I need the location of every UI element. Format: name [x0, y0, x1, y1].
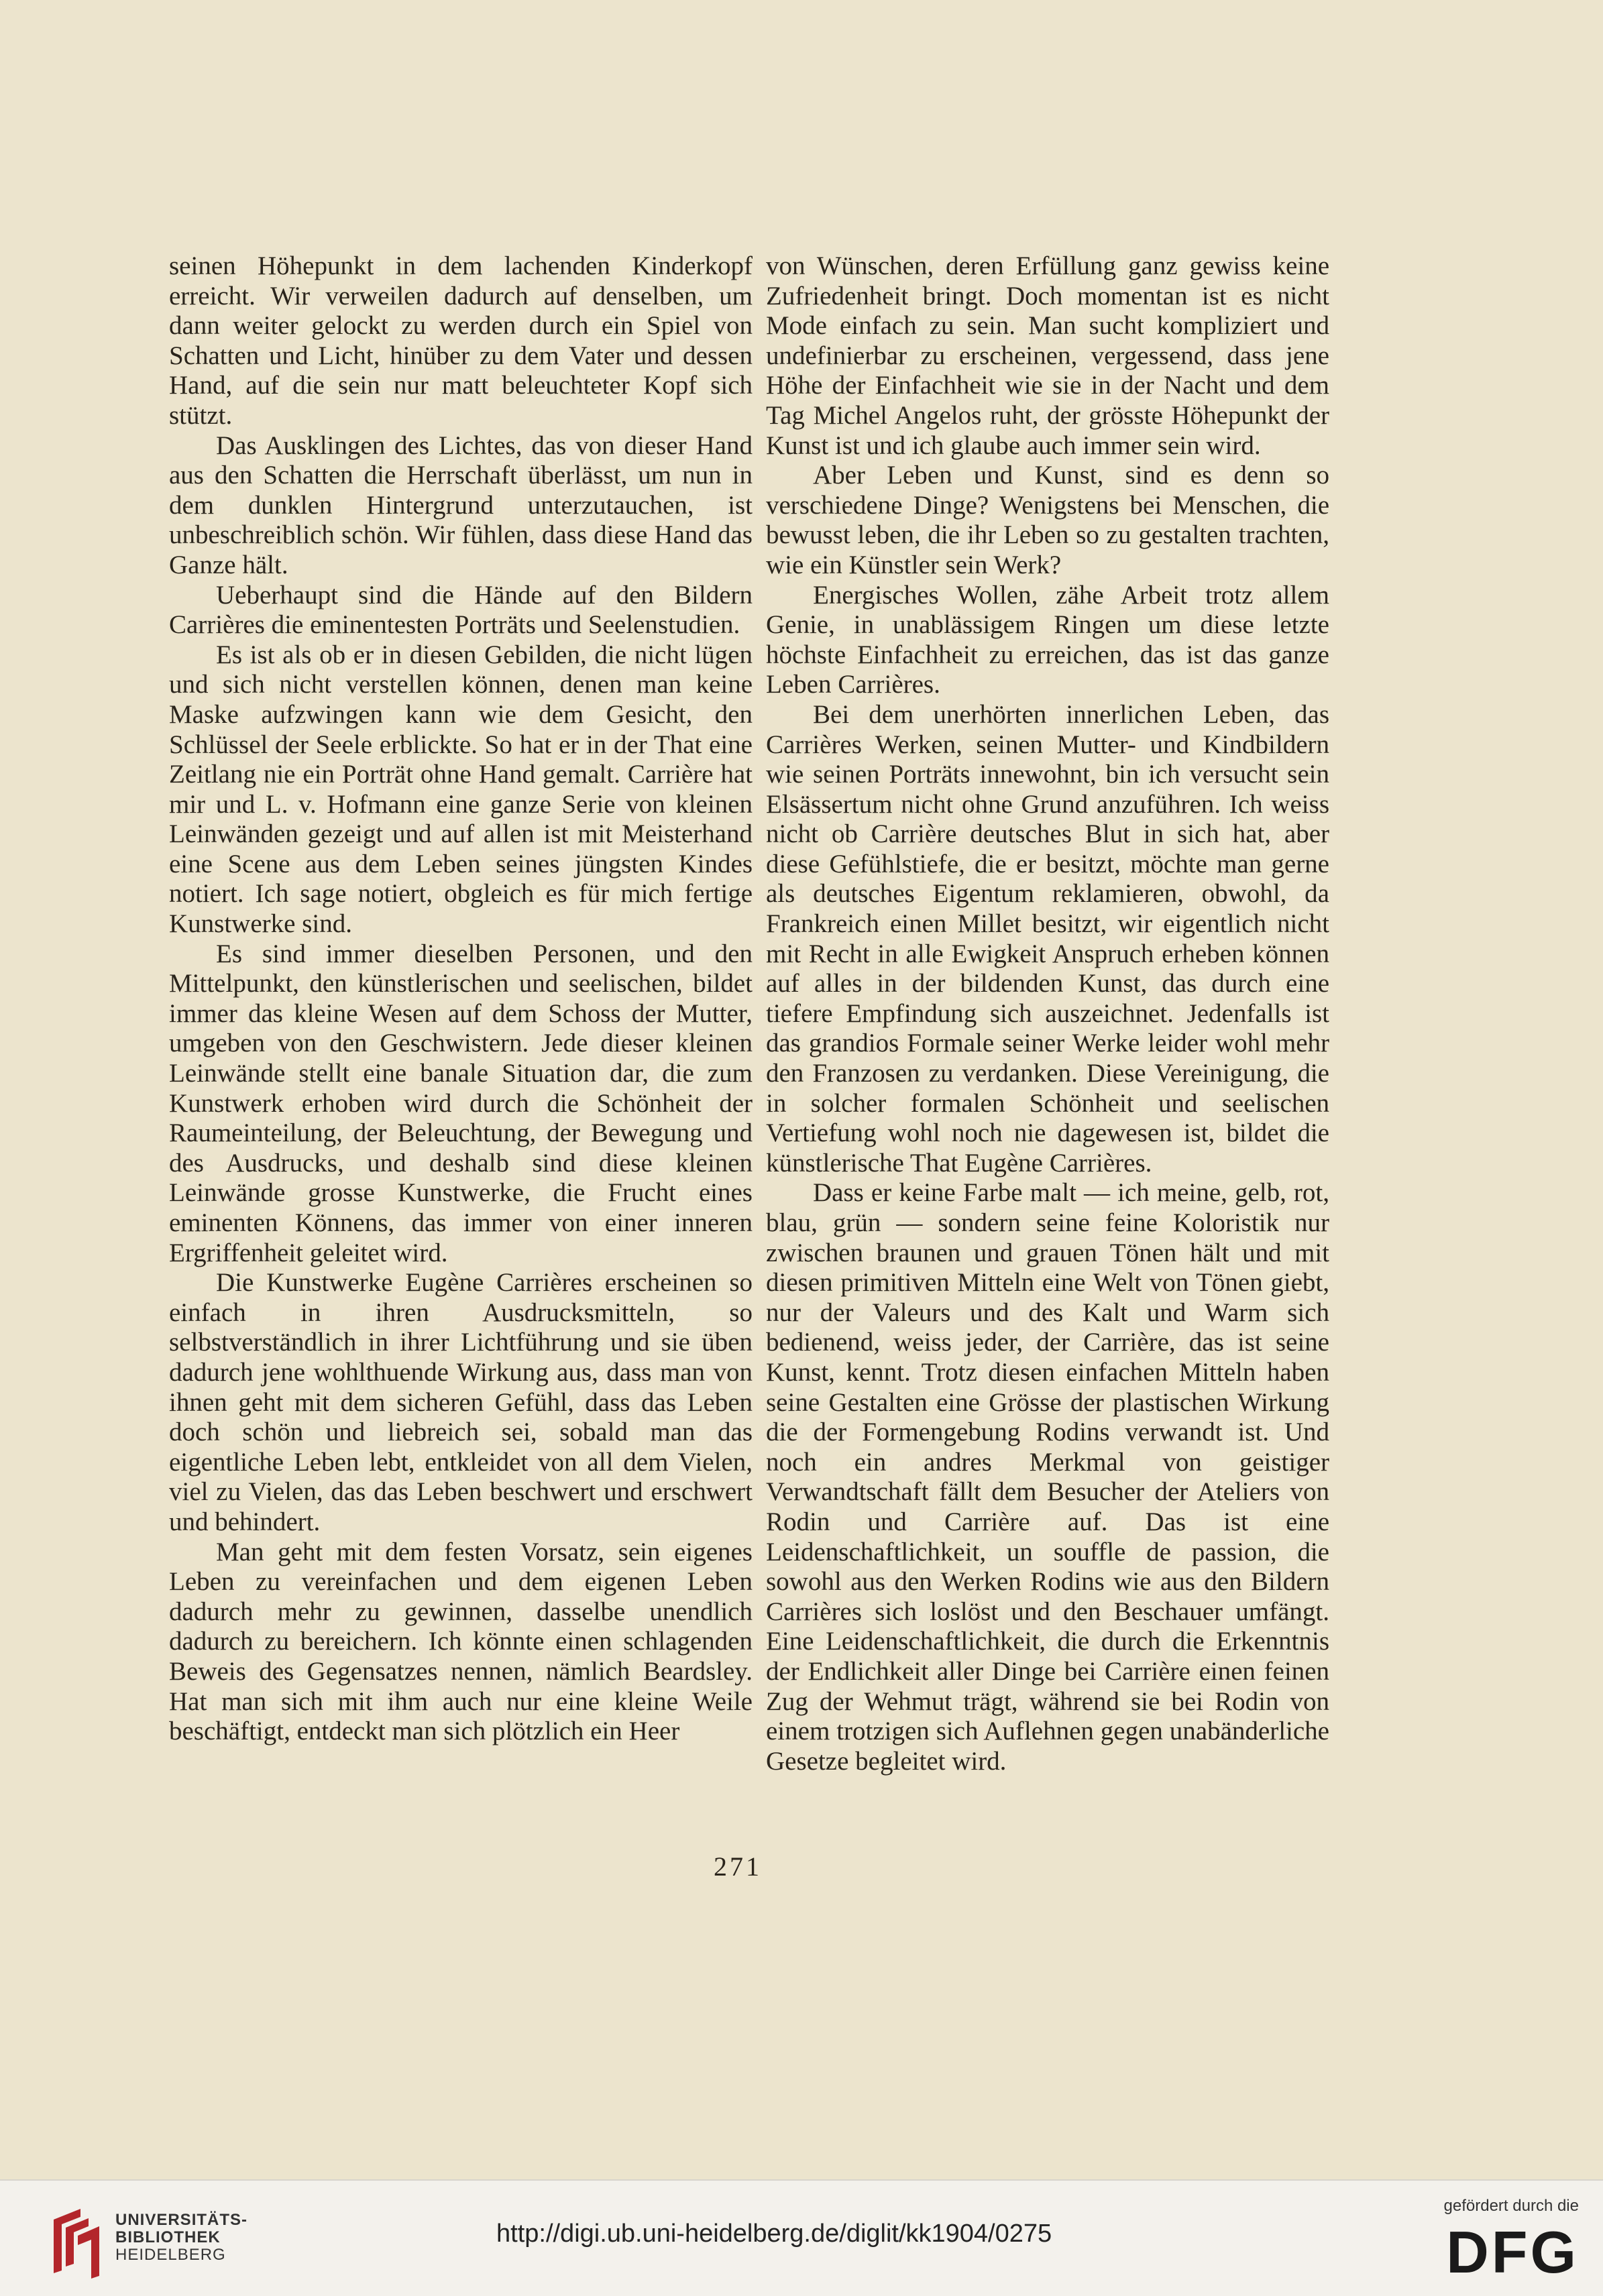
paragraph: Energisches Wollen, zähe Arbeit trotz allem Genie, in unablässigem Ringen um diese letzte höchste Einfachheit zu erreichen, das ist das ganze Leben Carrières.: [766, 580, 1329, 699]
paragraph: Bei dem unerhörten innerlichen Leben, das Carrières Werken, seinen Mutter- und Kindbildern wie seinen Porträts innewohnt, bin ich versucht sein Elsässertum nicht ohne Grund anzuführen. Ich weiss nicht ob Carrière deutsches Blut in sich hat, aber diese Gefühlstiefe, die er besitzt, möchte man gerne als deutsches Eigentum reklamieren, obwohl, da Frankreich einen Millet besitzt, wir eigentlich nicht mit Recht in alle Ewigkeit Anspruch erheben können auf alles in der bildenden Kunst, das durch eine tiefere Empfindung sich auszeichnet. Jedenfalls ist das grandios Formale seiner Werke leider wohl mehr den Franzosen zu verdanken. Diese Vereinigung, die in solcher formalen Schönheit und seelischen Vertiefung wohl noch nie dagewesen ist, bildet die künstlerische That Eugène Carrières.: [766, 699, 1329, 1178]
right-text-column: [766, 251, 1329, 1776]
paragraph: Ueberhaupt sind die Hände auf den Bildern Carrières die eminentesten Porträts und Seelenstudien.: [169, 580, 753, 640]
library-name-line3: HEIDELBERG: [115, 2246, 226, 2264]
paragraph: von Wünschen, deren Erfüllung ganz gewiss keine Zufriedenheit bringt. Doch momentan ist es nicht Mode einfach zu sein. Man sucht kompliziert und undefinierbar zu erscheinen, vergessend, dass jene Höhe der Einfachheit wie sie in der Nacht und dem Tag Michel Angelos ruht, der grösste Höhepunkt der Kunst ist und ich glaube auch immer sein wird.: [766, 251, 1329, 460]
library-name-line2: BIBLIOTHEK: [115, 2228, 221, 2246]
paragraph: seinen Höhepunkt in dem lachenden Kinderkopf erreicht. Wir verweilen dadurch auf denselben, um dann weiter gelockt zu werden durch ein Spiel von Schatten und Licht, hinüber zu dem Vater und dessen Hand, auf die sein nur matt beleuchteter Kopf sich stützt.: [169, 251, 753, 430]
paragraph: Man geht mit dem festen Vorsatz, sein eigenes Leben zu vereinfachen und dem eigenen Leben dadurch mehr zu gewinnen, dasselbe unendlich dadurch zu bereichern. Ich könnte einen schlagenden Beweis des Gegensatzes nennen, nämlich Beardsley. Hat man sich mit ihm auch nur eine kleine Weile beschäftigt, entdeckt man sich plötzlich ein Heer: [169, 1537, 753, 1746]
sponsor-label: gefördert durch die: [1443, 2197, 1579, 2215]
library-name-line1: UNIVERSITÄTS-: [115, 2211, 248, 2229]
left-text-column: [169, 251, 753, 1747]
library-logo-icon: [47, 2206, 103, 2279]
paragraph: Die Kunstwerke Eugène Carrières erscheinen so einfach in ihren Ausdrucksmitteln, so selbstverständlich in ihrer Lichtführung und sie üben dadurch jene wohlthuende Wirkung aus, dass man von ihnen geht mit dem sicheren Gefühl, dass das Leben doch schön und liebreich sei, sobald man das eigentliche Leben lebt, entkleidet von all dem Vielen, viel zu Vielen, das das Leben beschwert und erschwert und behindert.: [169, 1268, 753, 1536]
permalink-url[interactable]: http://digi.ub.uni-heidelberg.de/diglit/kk1904/0275: [496, 2220, 1052, 2248]
paragraph: Das Ausklingen des Lichtes, das von dieser Hand aus den Schatten die Herrschaft überlässt, um nun in dem dunklen Hintergrund unterzutauchen, ist unbeschreiblich schön. Wir fühlen, dass diese Hand das Ganze hält.: [169, 431, 753, 579]
paragraph: Aber Leben und Kunst, sind es denn so verschiedene Dinge? Wenigstens bei Menschen, die bewusst leben, die ihr Leben so zu gestalten trachten, wie ein Künstler sein Werk?: [766, 461, 1329, 579]
paragraph: Es sind immer dieselben Personen, und den Mittelpunkt, den künstlerischen und seelischen, bildet immer das kleine Wesen auf dem Schoss der Mutter, umgeben von den Geschwistern. Jede dieser kleinen Leinwände stellt eine banale Situation dar, die zum Kunstwerk erhoben wird durch die Schönheit der Raumeinteilung, der Beleuchtung, der Bewegung und des Ausdrucks, und deshalb sind diese kleinen Leinwände grosse Kunstwerke, die Frucht eines eminenten Könnens, das immer von einer inneren Ergriffenheit geleitet wird.: [169, 939, 753, 1267]
paragraph: Es ist als ob er in diesen Gebilden, die nicht lügen und sich nicht verstellen können, denen man keine Maske aufzwingen kann wie dem Gesicht, den Schlüssel der Seele erblickte. So hat er in der That eine Zeitlang nie ein Porträt ohne Hand gemalt. Carrière hat mir und L. v. Hofmann eine ganze Serie von kleinen Leinwänden gezeigt und auf allen ist mit Meisterhand eine Scene aus dem Leben seines jüngsten Kindes notiert. Ich sage notiert, obgleich es für mich fertige Kunstwerke sind.: [169, 640, 753, 939]
dfg-logo[interactable]: DFG: [1446, 2219, 1579, 2285]
page-number: 271: [714, 1851, 762, 1882]
paragraph: Dass er keine Farbe malt — ich meine, gelb, rot, blau, grün — sondern seine feine Koloristik nur zwischen braunen und grauen Tönen hält und mit diesen primitiven Mitteln eine Welt von Tönen giebt, nur der Valeurs und des Kalt und Warm sich bedienend, weiss jeder, der Carrière, das ist seine Kunst, kennt. Trotz diesen einfachen Mitteln haben seine Gestalten eine Grösse der plastischen Wirkung die der Formengebung Rodins verwandt ist. Und noch ein andres Merkmal von geistiger Verwandtschaft fällt dem Besucher der Ateliers von Rodin und Carrière auf. Das ist eine Leidenschaftlichkeit, un souffle de passion, die sowohl aus den Werken Rodins wie aus den Bildern Carrières sich loslöst und den Beschauer umfängt. Eine Leidenschaftlichkeit, die durch die Erkenntnis der Endlichkeit aller Dinge bei Carrière einen feinen Zug der Wehmut trägt, während sie bei Rodin von einem trotzigen sich Auflehnen gegen unabänderliche Gesetze begleitet wird.: [766, 1178, 1329, 1776]
footer-bar: [0, 2179, 1603, 2296]
library-name[interactable]: [115, 2212, 247, 2264]
